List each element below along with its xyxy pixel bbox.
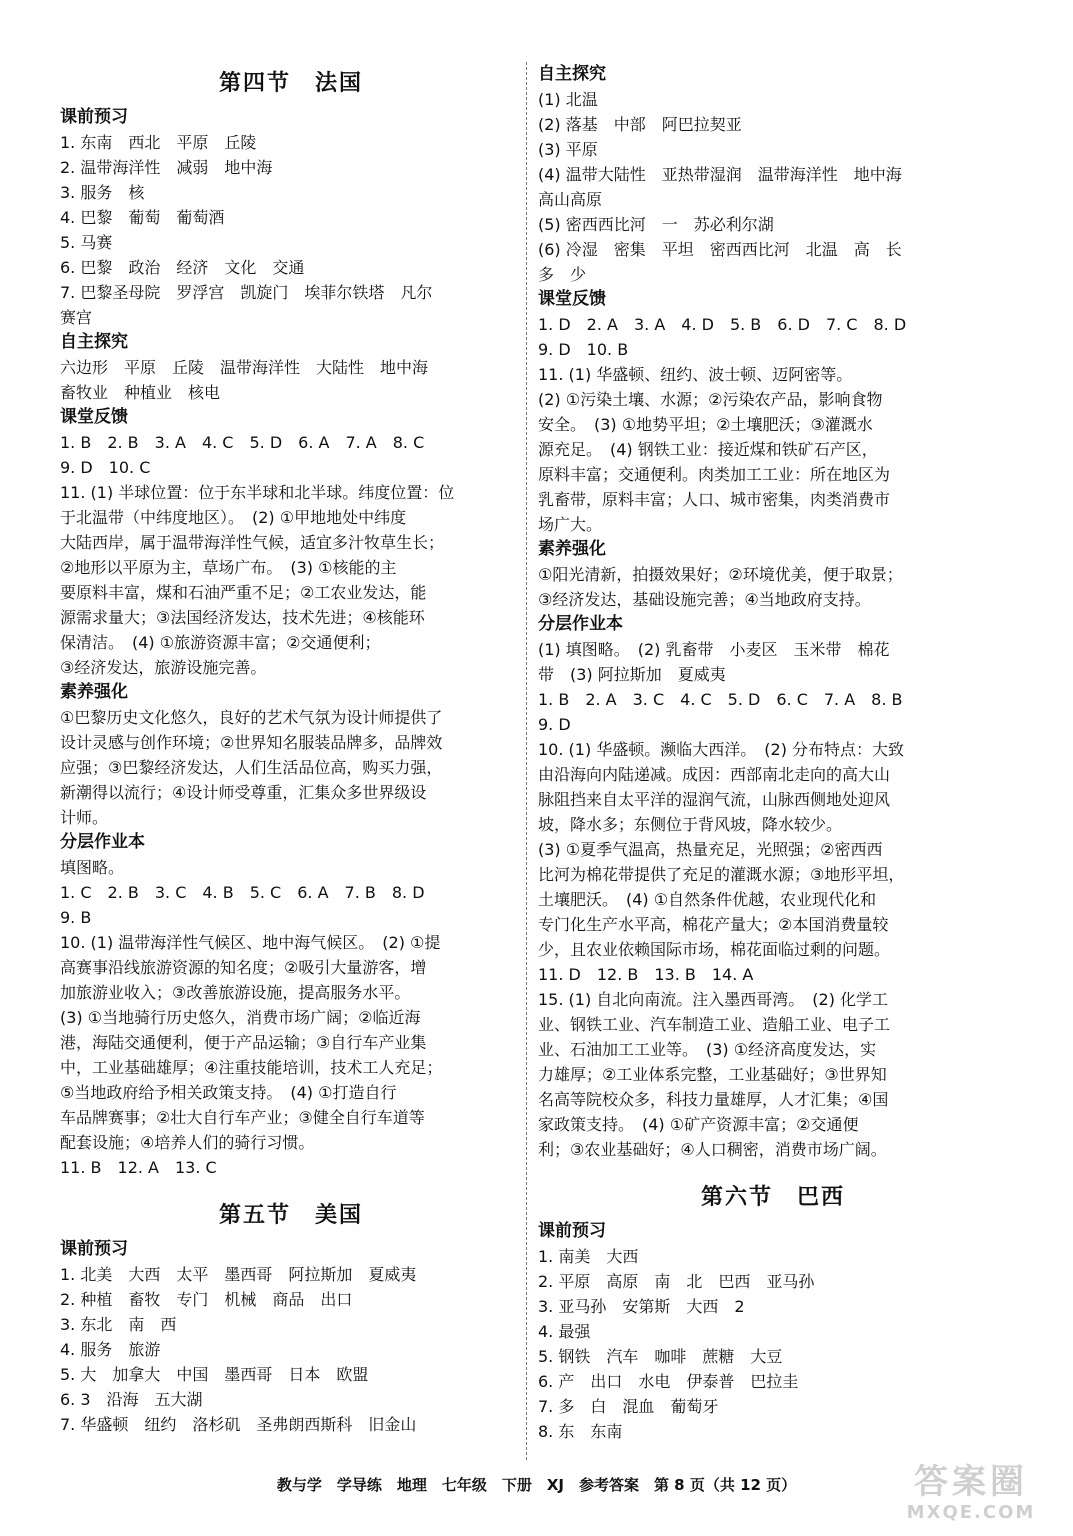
watermark-url: MXQE.COM	[906, 1502, 1036, 1523]
answer-line: 加旅游业收入；③改善旅游设施，提高服务水平。	[60, 983, 411, 1002]
answer-line: 1. 南美 大西	[538, 1247, 639, 1266]
homework-usa-list	[538, 637, 1008, 1162]
answer-line: (1) 北温	[538, 90, 598, 109]
answer-line: 应强；③巴黎经济发达，人们生活品位高，购买力强，	[60, 758, 443, 777]
answer-line: 11. (1) 半球位置：位于东半球和北半球。纬度位置：位	[60, 483, 455, 502]
explore-list	[60, 355, 522, 405]
answer-line: 2. 种植 畜牧 专门 机械 商品 出口	[60, 1290, 353, 1309]
answer-line: 9. D	[538, 715, 571, 734]
subheading-feedback-usa: 课堂反馈	[538, 289, 606, 309]
literacy-usa-list	[538, 562, 1008, 612]
answer-line: (2) ①污染土壤、水源；②污染农产品，影响食物	[538, 390, 883, 409]
answer-line: 原料丰富；交通便利。肉类加工工业：所在地区为	[538, 465, 891, 484]
preview-brazil-list	[538, 1244, 1008, 1444]
answer-line: 场广大。	[538, 515, 603, 534]
answer-line: 高赛事沿线旅游资源的知名度；②吸引大量游客，增	[60, 958, 427, 977]
answer-line: 10. (1) 温带海洋性气候区、地中海气候区。 (2) ①提	[60, 933, 441, 952]
answer-line: 源充足。 (4) 钢铁工业：接近煤和铁矿石产区，	[538, 440, 878, 459]
column-divider	[526, 62, 527, 1460]
answer-line: ③经济发达，旅游设施完善。	[60, 658, 267, 677]
answer-line: 带 (3) 阿拉斯加 夏威夷	[538, 665, 726, 684]
subheading-literacy: 素养强化	[60, 682, 128, 702]
answer-line: (1) 填图略。 (2) 乳畜带 小麦区 玉米带 棉花	[538, 640, 890, 659]
answer-line: 填图略。	[60, 858, 125, 877]
answer-line: 15. (1) 自北向南流。注入墨西哥湾。 (2) 化学工	[538, 990, 889, 1009]
answer-line: 六边形 平原 丘陵 温带海洋性 大陆性 地中海	[60, 358, 429, 377]
answer-line: 6. 产 出口 水电 伊泰普 巴拉圭	[538, 1372, 799, 1391]
answer-line: 高山高原	[538, 190, 603, 209]
answer-line: (5) 密西西比河 一 苏必利尔湖	[538, 215, 774, 234]
subheading-preview-brazil: 课前预习	[538, 1221, 606, 1241]
preview-list	[60, 130, 522, 330]
subheading-homework: 分层作业本	[60, 832, 145, 852]
answer-line: 土壤肥沃。 (4) ①自然条件优越，农业现代化和	[538, 890, 877, 909]
explore-usa-list	[538, 87, 1008, 287]
answer-line: 少，且农业依赖国际市场，棉花面临过剩的问题。	[538, 940, 891, 959]
subheading-feedback: 课堂反馈	[60, 407, 128, 427]
answer-line: 3. 服务 核	[60, 183, 145, 202]
answer-line: 5. 钢铁 汽车 咖啡 蔗糖 大豆	[538, 1347, 783, 1366]
feedback-usa-list	[538, 312, 1008, 537]
answer-line: ①阳光清新，拍摄效果好；②环境优美，便于取景；	[538, 565, 903, 584]
feedback-list	[60, 430, 522, 680]
answer-line: 设计灵感与创作环境；②世界知名服装品牌多，品牌效	[60, 733, 443, 752]
answer-line: 1. D 2. A 3. A 4. D 5. B 6. D 7. C 8. D	[538, 315, 907, 334]
answer-line: 家政策支持。 (4) ①矿产资源丰富；②交通便	[538, 1115, 859, 1134]
watermark-text: 答案圈	[914, 1462, 1028, 1502]
answer-line: ⑤当地政府给予相关政策支持。 (4) ①打造自行	[60, 1083, 397, 1102]
answer-line: 7. 华盛顿 纽约 洛杉矶 圣弗朗西斯科 旧金山	[60, 1415, 417, 1434]
answer-line: 3. 东北 南 西	[60, 1315, 177, 1334]
watermark-logo	[887, 1462, 1055, 1524]
left-column	[60, 62, 522, 1437]
answer-line: 9. B	[60, 908, 92, 927]
answer-line: 4. 最强	[538, 1322, 591, 1341]
answer-line: ①巴黎历史文化悠久，良好的艺术气氛为设计师提供了	[60, 708, 443, 727]
section-title-brazil: 第六节 巴西	[700, 1184, 845, 1210]
answer-line: 计师。	[60, 808, 109, 827]
answer-line: (3) ①夏季气温高，热量充足，光照强；②密西西	[538, 840, 883, 859]
answer-line: 2. 平原 高原 南 北 巴西 亚马孙	[538, 1272, 815, 1291]
answer-line: (6) 冷湿 密集 平坦 密西西比河 北温 高 长	[538, 240, 902, 259]
answer-line: 多 少	[538, 265, 587, 284]
answer-line: 于北温带（中纬度地区）。 (2) ①甲地地处中纬度	[60, 508, 407, 527]
answer-line: 6. 3 沿海 五大湖	[60, 1390, 203, 1409]
answer-line: 港，海陆交通便利，便于产品运输；③自行车产业集	[60, 1033, 427, 1052]
answer-line: 业、钢铁工业、汽车制造工业、造船工业、电子工	[538, 1015, 891, 1034]
section-title-france: 第四节 法国	[218, 70, 363, 96]
answer-line: 业、石油加工工业等。 (3) ①经济高度发达，实	[538, 1040, 877, 1059]
answer-line: (3) 平原	[538, 140, 598, 159]
answer-line: 4. 服务 旅游	[60, 1340, 161, 1359]
answer-line: 脉阻挡来自太平洋的湿润气流，山脉西侧地处迎风	[538, 790, 891, 809]
answer-line: 1. B 2. A 3. C 4. C 5. D 6. C 7. A 8. B	[538, 690, 903, 709]
answer-line: 1. 东南 西北 平原 丘陵	[60, 133, 257, 152]
right-column	[538, 62, 1008, 1444]
answer-line: 3. 亚马孙 安第斯 大西 2	[538, 1297, 745, 1316]
answer-line: 赛宫	[60, 308, 93, 327]
subheading-preview-usa: 课前预习	[60, 1239, 128, 1259]
answer-line: 5. 大 加拿大 中国 墨西哥 日本 欧盟	[60, 1365, 369, 1384]
answer-line: 11. B 12. A 13. C	[60, 1158, 217, 1177]
answer-line: 由沿海向内陆递减。成因：西部南北走向的高大山	[538, 765, 891, 784]
preview-usa-list	[60, 1262, 522, 1437]
answer-line: (3) ①当地骑行历史悠久，消费市场广阔；②临近海	[60, 1008, 421, 1027]
answer-line: 力雄厚；②工业体系完整，工业基础好；③世界知	[538, 1065, 887, 1084]
answer-line: 配套设施；④培养人们的骑行习惯。	[60, 1133, 315, 1152]
answer-line: 中，工业基础雄厚；④注重技能培训，技术工人充足；	[60, 1058, 443, 1077]
answer-line: 名高等院校众多，科技力量雄厚，人才汇集；④国	[538, 1090, 889, 1109]
answer-line: 大陆西岸，属于温带海洋性气候，适宜多汁牧草生长；	[60, 533, 445, 552]
subheading-explore-usa: 自主探究	[538, 64, 606, 84]
answer-line: 7. 巴黎圣母院 罗浮宫 凯旋门 埃菲尔铁塔 凡尔	[60, 283, 433, 302]
answer-line: 9. D 10. B	[538, 340, 629, 359]
answer-line: 11. (1) 华盛顿、纽约、波士顿、迈阿密等。	[538, 365, 853, 384]
subheading-literacy-usa: 素养强化	[538, 539, 606, 559]
answer-line: 1. B 2. B 3. A 4. C 5. D 6. A 7. A 8. C	[60, 433, 425, 452]
answer-line: 9. D 10. C	[60, 458, 151, 477]
answer-line: 6. 巴黎 政治 经济 文化 交通	[60, 258, 305, 277]
answer-line: (4) 温带大陆性 亚热带湿润 温带海洋性 地中海	[538, 165, 902, 184]
literacy-list	[60, 705, 522, 830]
answer-line: ③经济发达，基础设施完善；④当地政府支持。	[538, 590, 871, 609]
answer-line: 安全。 (3) ①地势平坦；②土壤肥沃；③灌溉水	[538, 415, 873, 434]
subheading-preview: 课前预习	[60, 107, 128, 127]
answer-line: 新潮得以流行；④设计师受尊重，汇集众多世界级设	[60, 783, 427, 802]
answer-line: 7. 多 白 混血 葡萄牙	[538, 1397, 719, 1416]
answer-line: 坡，降水多；东侧位于背风坡，降水较少。	[538, 815, 843, 834]
section-title-usa: 第五节 美国	[218, 1202, 363, 1228]
answer-line: 1. C 2. B 3. C 4. B 5. C 6. A 7. B 8. D	[60, 883, 425, 902]
answer-line: 要原料丰富，煤和石油严重不足；②工农业发达，能	[60, 583, 427, 602]
answer-line: 4. 巴黎 葡萄 葡萄酒	[60, 208, 225, 227]
answer-line: 8. 东 东南	[538, 1422, 623, 1441]
answer-line: 5. 马赛	[60, 233, 113, 252]
homework-list	[60, 855, 522, 1180]
answer-line: 2. 温带海洋性 减弱 地中海	[60, 158, 273, 177]
answer-line: 比河为棉花带提供了充足的灌溉水源；③地形平坦，	[538, 865, 905, 884]
answer-line: 1. 北美 大西 太平 墨西哥 阿拉斯加 夏威夷	[60, 1265, 417, 1284]
answer-line: 10. (1) 华盛顿。濒临大西洋。 (2) 分布特点：大致	[538, 740, 905, 759]
answer-line: 车品牌赛事；②壮大自行车产业；③健全自行车道等	[60, 1108, 425, 1127]
subheading-homework-usa: 分层作业本	[538, 614, 623, 634]
answer-line: 利；③农业基础好；④人口稠密，消费市场广阔。	[538, 1140, 887, 1159]
subheading-explore: 自主探究	[60, 332, 128, 352]
answer-line: 乳畜带，原料丰富；人口、城市密集，肉类消费市	[538, 490, 891, 509]
answer-line: 11. D 12. B 13. B 14. A	[538, 965, 754, 984]
answer-line: 保清洁。 (4) ①旅游资源丰富；②交通便利；	[60, 633, 381, 652]
answer-line: ②地形以平原为主，草场广布。 (3) ①核能的主	[60, 558, 397, 577]
answer-line: (2) 落基 中部 阿巴拉契亚	[538, 115, 742, 134]
answer-line: 专门化生产水平高，棉花产量大；②本国消费量较	[538, 915, 889, 934]
answer-line: 源需求量大；③法国经济发达，技术先进；④核能环	[60, 608, 425, 627]
answer-line: 畜牧业 种植业 核电	[60, 383, 221, 402]
page-footer: 教与学 学导练 地理 七年级 下册 XJ 参考答案 第 8 页（共 12 页）	[276, 1476, 797, 1494]
